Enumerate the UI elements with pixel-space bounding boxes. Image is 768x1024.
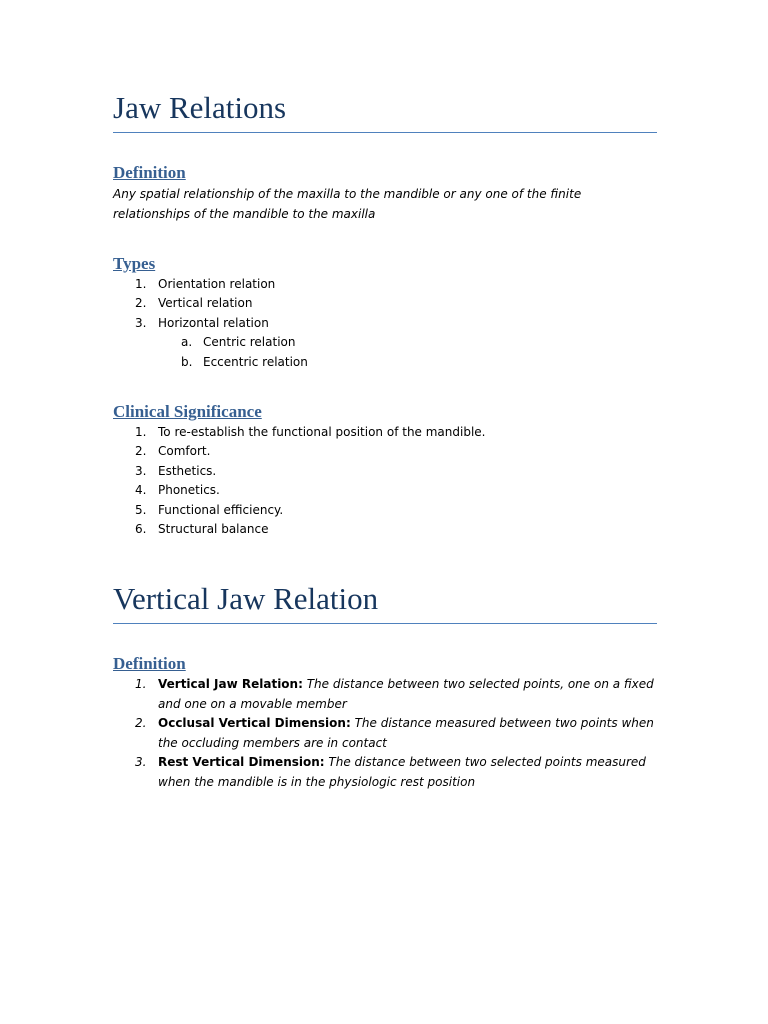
types-list (113, 275, 657, 372)
list-number: 3. (135, 315, 147, 330)
sub-list-item (113, 333, 657, 352)
list-item-label: Orientation relation (158, 277, 276, 291)
heading-types: Types (113, 254, 156, 273)
list-number: 1. (135, 425, 147, 440)
list-item (113, 423, 657, 442)
list-item-label: Phonetics. (158, 483, 220, 498)
section-title-vertical-jaw-relation: Vertical Jaw Relation (113, 579, 657, 624)
list-number: 3. (135, 755, 147, 770)
list-item-label: Structural balance (158, 522, 269, 537)
definition-description: The distance between two selected points measured when the mandible is in the physiologic rest position (158, 755, 646, 789)
heading-definition: Definition (113, 654, 186, 674)
list-item (113, 753, 657, 792)
list-number: 6. (135, 522, 147, 537)
heading-definition: Definition (113, 163, 186, 182)
list-letter: a. (181, 335, 193, 350)
list-item-label: Functional efficiency. (158, 502, 284, 517)
definition-term: Occlusal Vertical Dimension: (158, 716, 351, 731)
list-number: 3. (135, 463, 147, 478)
list-number: 1. (135, 277, 147, 291)
list-item (113, 314, 657, 333)
list-item (113, 442, 657, 461)
list-item-label: To re-establish the functional position of the mandible. (158, 425, 486, 440)
list-item (113, 294, 657, 313)
list-item (113, 462, 657, 481)
clinical-significance-list (113, 423, 657, 539)
list-item (113, 275, 657, 294)
sub-list-item (113, 353, 657, 372)
list-item-label: Esthetics. (158, 463, 217, 478)
list-letter: b. (181, 354, 193, 369)
list-number: 2. (135, 444, 147, 459)
list-item (113, 675, 657, 714)
definition-term: Rest Vertical Dimension: (158, 755, 325, 770)
list-number: 4. (135, 483, 147, 498)
section-title-jaw-relations: Jaw Relations (113, 88, 657, 133)
vertical-definition-list (113, 675, 657, 791)
list-item (113, 481, 657, 500)
definition-term: Vertical Jaw Relation: (158, 677, 303, 692)
definition-description: The distance measured between two points when the occluding members are in contact (158, 716, 654, 750)
document-content (113, 88, 657, 792)
list-number: 5. (135, 502, 147, 517)
list-item (113, 714, 657, 753)
list-number: 2. (135, 296, 147, 311)
heading-clinical-significance: Clinical Significance (113, 402, 262, 422)
definition-description: The distance between two selected points, one on a fixed and one on a movable member (158, 677, 654, 711)
list-item-label: Horizontal relation (158, 315, 269, 330)
list-item (113, 501, 657, 520)
list-item-label: Eccentric relation (203, 354, 308, 369)
list-item (113, 520, 657, 539)
list-number: 2. (135, 716, 147, 731)
definition-text: Any spatial relationship of the maxilla to the mandible or any one of the finite relationships of the mandible to the maxilla (113, 187, 582, 221)
list-item-label: Vertical relation (158, 296, 253, 311)
list-number: 1. (135, 677, 147, 692)
list-item-label: Comfort. (158, 444, 211, 459)
list-item-label: Centric relation (203, 335, 296, 350)
